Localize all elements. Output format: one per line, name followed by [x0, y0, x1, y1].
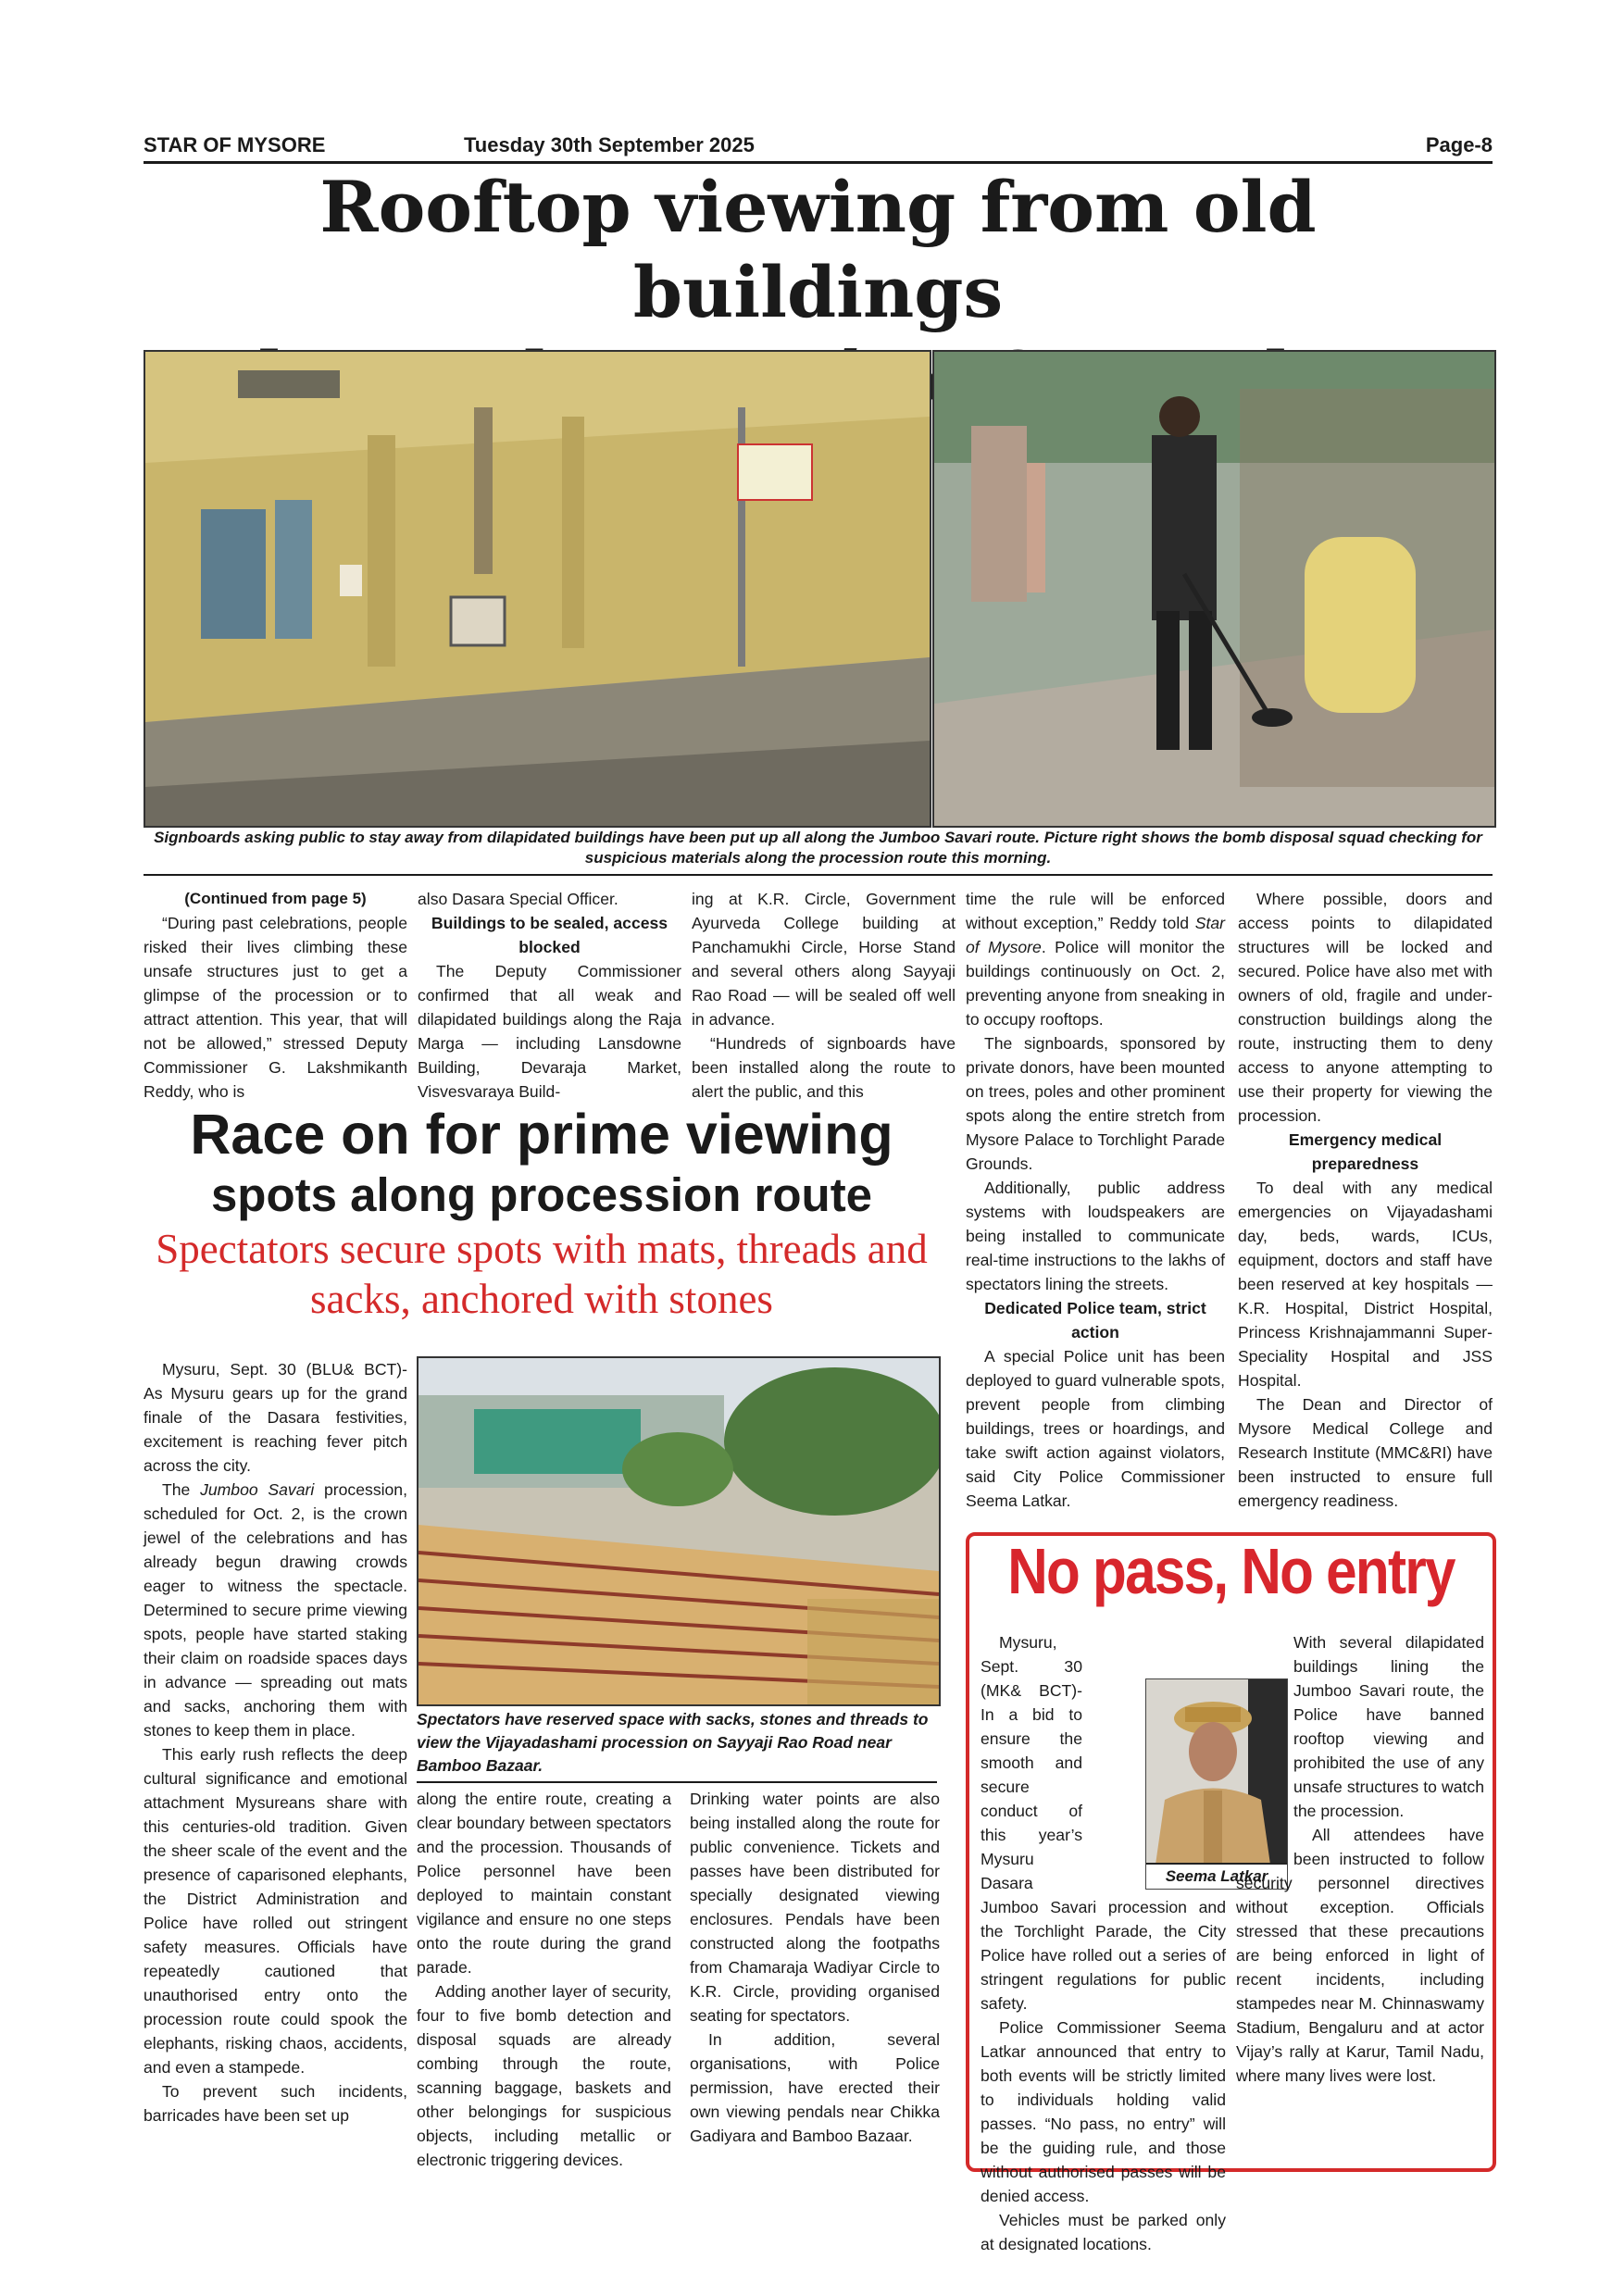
- second-col-1: [144, 1357, 407, 2128]
- caption-rule: [417, 1781, 937, 1783]
- dilapidated-building-photo: [144, 350, 931, 828]
- second-deck: Spectators secure spots with mats, threads and sacks, anchored with stones: [156, 1226, 928, 1322]
- paragraph: Drinking water points are also being installed along the route for public convenience. Tickets and passes have been distributed for specially designated viewing enclosures. Pendals have been constructed along the footpaths from Chamaraja Wadiyar Circle to K.R. Circle, providing organised seating for spectators.: [690, 1790, 940, 2025]
- subhead-police-team: Dedicated Police team, strict action: [984, 1299, 1206, 1341]
- masthead: [144, 130, 1493, 163]
- main-col-3: [692, 887, 956, 1104]
- paragraph: The Jumboo Savari procession, scheduled for Oct. 2, is the crown jewel of the celebrations and has already begun drawing crowds eager to witness the spectacle. Determined to secure prime viewing spots, people have started staking their claim on roadside spaces days in advance — spreading out mats and sacks, anchoring them with stones to keep them in place.: [144, 1480, 407, 1740]
- photo-spacer: [1236, 1654, 1293, 1867]
- paragraph: Mysuru, Sept. 30 (BLU& BCT)- As Mysuru gears up for the grand finale of the Dasara festivities, excitement is reaching fever pitch across the city.: [144, 1360, 407, 1475]
- paragraph: Vehicles must be parked only at designated locations.: [981, 2211, 1226, 2253]
- paragraph: ing at K.R. Circle, Government Ayurveda College building at Panchamukhi Circle, Horse Stand and several others along Sayyaji Rao Road — will be sealed off well in advance.: [692, 890, 956, 1029]
- paragraph: This early rush reflects the deep cultural significance and emotional attachment Mysureans share with this centuries-old tradition. Given the sheer scale of the event and the presence of caparisoned elephants, the District Administration and Police have rolled out stringent safety measures. Officials have repeatedly cautioned that unauthorised entry onto the procession route could spook the elephants, risking chaos, accidents, and even a stampede.: [144, 1745, 407, 2077]
- second-col-2: [417, 1787, 671, 2172]
- paragraph: In addition, several organisations, with Police permission, have erected their own viewing pendals near Chikka Gadiyara and Bamboo Bazaar.: [690, 2030, 940, 2145]
- second-col-3: [690, 1787, 940, 2148]
- paragraph: To prevent such incidents, barricades have been set up: [144, 2082, 407, 2125]
- paragraph: “Hundreds of signboards have been installed along the route to alert the public, and this: [692, 1034, 956, 1101]
- paragraph: The signboards, sponsored by private donors, have been mounted on trees, poles and other prominent spots along the entire stretch from Mysore Palace to Torchlight Parade Grounds.: [966, 1034, 1225, 1173]
- paragraph: time the rule will be enforced without exception,” Reddy told Star of Mysore. Police will monitor the buildings continuously on Oct. 2, preventing anyone from sneaking in to occupy rooftops.: [966, 890, 1225, 1029]
- paragraph: Police Commissioner Seema Latkar announced that entry to both events will be strictly limited to individuals holding valid passes. “No pass, no entry” will be the guiding rule, and those without authorised passes will be denied access.: [981, 2018, 1226, 2205]
- paragraph: also Dasara Special Officer.: [418, 890, 618, 908]
- paragraph: Where possible, doors and access points to dilapidated structures will be locked and secured. Police have also met with owners of old, fragile and under-construction buildings along the route, instructing them to deny access to anyone attempting to use their property for viewing the procession.: [1238, 890, 1493, 1125]
- page-number: Page-8: [1425, 133, 1493, 156]
- main-col-2: [418, 887, 681, 1104]
- issue-date: Tuesday 30th September 2025: [464, 133, 755, 156]
- paragraph: Additionally, public address systems with loudspeakers are being installed to communicate real-time instructions to the lakhs of spectators lining the streets.: [966, 1179, 1225, 1293]
- stadium-photo-caption: Spectators have reserved space with sacks, stones and threads to view the Vijayadashami procession on Sayyaji Rao Road near Bamboo Bazaar.: [417, 1710, 929, 1775]
- main-col-5: [1238, 887, 1493, 1513]
- headline-line-1: Rooftop viewing from old buildings: [319, 166, 1317, 333]
- paper-name: STAR OF MYSORE: [144, 133, 326, 156]
- paragraph: To deal with any medical emergencies on Vijayadashami day, beds, wards, ICUs, equipment, doctors and staff have been reserved at key hospitals — K.R. Hospital, District Hospital, Princess Krishnajammanni Super-Speciality Hospital and JSS Hospital.: [1238, 1179, 1493, 1390]
- subhead-buildings-sealed: Buildings to be sealed, access blocked: [431, 914, 668, 956]
- second-headline-line-2: spots along procession route: [210, 1168, 873, 1221]
- stadium-seating-photo: [417, 1356, 941, 1706]
- second-headline-line-1: Race on for prime viewing: [190, 1103, 893, 1166]
- box-col-2: [1236, 1630, 1484, 2088]
- masthead-rule: [144, 161, 1493, 164]
- paragraph: The Deputy Commissioner confirmed that all weak and dilapidated buildings along the Raja Marga — including Lansdowne Building, Devaraja Market, Visvesvaraya Build-: [418, 962, 681, 1101]
- paragraph: The Dean and Director of Mysore Medical College and Research Institute (MMC&RI) have been instructed to ensure full emergency readiness.: [1238, 1395, 1493, 1510]
- bomb-squad-photo: [932, 350, 1496, 828]
- paragraph: All attendees have been instructed to follow security personnel directives without exception. Officials stressed that these precautions are being enforced in light of recent incidents, including stampedes near M. Chinnaswamy Stadium, Bengaluru and at actor Vijay’s rally at Karur, Tamil Nadu, where many lives were lost.: [1236, 1826, 1484, 2085]
- paragraph: Adding another layer of security, four to five bomb detection and disposal squads are already combing through the route, scanning baggage, baskets and other belongings for suspicious objects, including metallic or electronic triggering devices.: [417, 1982, 671, 2169]
- no-pass-headline: No pass, No entry: [1007, 1535, 1455, 1607]
- paragraph: along the entire route, creating a clear boundary between spectators and the procession. Thousands of Police personnel have been deployed to maintain constant vigilance and ensure no one steps onto the route during the grand parade.: [417, 1790, 671, 1977]
- paragraph: A special Police unit has been deployed to guard vulnerable spots, prevent people from climbing buildings, trees or hoardings, and take swift action against violators, said City Police Commissioner Seema Latkar.: [966, 1347, 1225, 1510]
- subhead-emergency: Emergency medical preparedness: [1288, 1130, 1443, 1173]
- continued-note: (Continued from page 5): [184, 890, 367, 907]
- second-headline: [134, 1102, 949, 1324]
- main-col-4: [966, 887, 1225, 1513]
- caption-rule: [144, 874, 1493, 876]
- main-col-1: [144, 887, 407, 1104]
- paragraph: “During past celebrations, people risked their lives climbing these unsafe structures just to get a glimpse of the procession or to attract attention. This year, that will not be allowed,” stressed Deputy Commissioner G. Lakshmikanth Reddy, who is: [144, 914, 407, 1101]
- portrait-caption: Seema Latkar: [1146, 1863, 1287, 1889]
- paragraph: Mysuru, Sept. 30 (MK& BCT)- In a bid to ensure the smooth and secure conduct of this year’s Mysuru Dasara Jumboo Savari procession and the Torchlight Parade, the City Police have rolled out a series of stringent regulations for public safety.: [981, 1630, 1226, 2015]
- top-photo-caption: Signboards asking public to stay away from dilapidated buildings have been put up all along the Jumboo Savari route. Picture right shows the bomb disposal squad checking for suspicious materials along the procession route this morning.: [154, 829, 1482, 867]
- paragraph: With several dilapidated buildings lining the Jumboo Savari route, the Police have banned rooftop viewing and prohibited the use of any unsafe structures to watch the procession.: [1236, 1630, 1484, 1823]
- no-pass-box: [966, 1532, 1496, 2253]
